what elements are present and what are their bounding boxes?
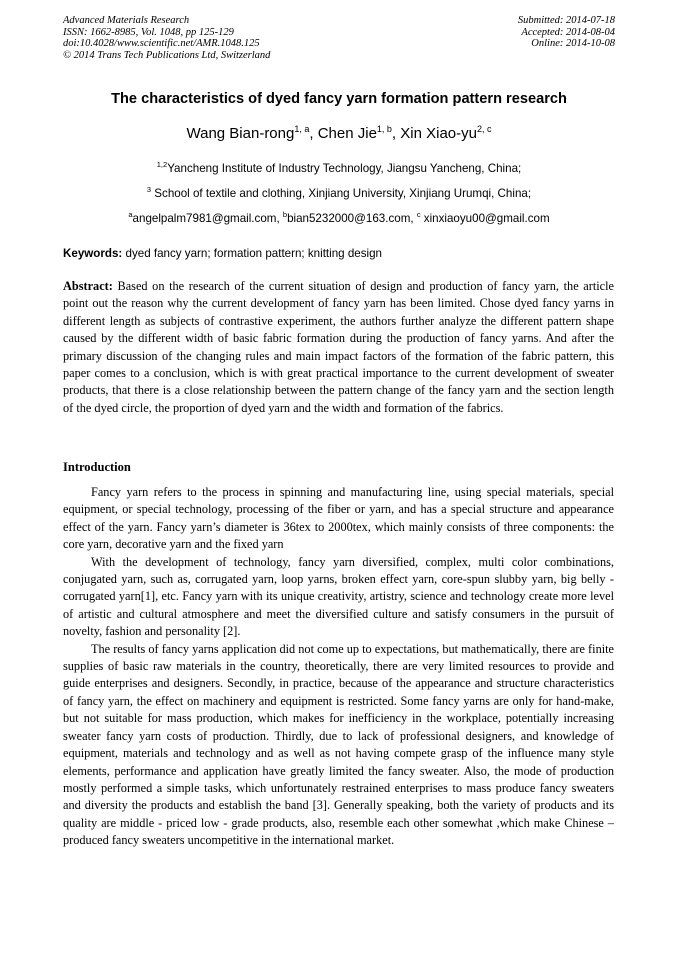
affiliation-2 <box>0 185 678 200</box>
keywords <box>63 247 616 260</box>
introduction-body <box>63 484 614 850</box>
paragraph: Fancy yarn refers to the process in spinning and manufacturing line, using special materials, special equipment, or special technology, processing of the fiber or yarn, and has a special structure and appearance effect of the yarn. Fancy yarn’s diameter is 36tex to 2000tex, which mainly consists of three components: the core yarn, decorative yarn and the fixed yarn <box>63 485 614 552</box>
author-affiliation-mark: 1, a <box>294 124 310 134</box>
affiliation-text: School of textile and clothing, Xinjiang University, Xinjiang Urumqi, China; <box>151 186 532 200</box>
email-link[interactable]: bian5232000@163.com <box>287 211 411 225</box>
paragraph: The results of fancy yarns application did not come up to expectations, but mathematically, there are finite supplies of basic raw materials in the country, theoretically, there are very limited resources to provide and guide enterprises and designers. Secondly, in practice, because of the appearance and structure characteristics of fancy yarn, the effect on machinery and equipment is restricted. Some fancy yarns are only for hand-make, but not suitable for mass production, which makes for inefficiency in the workplace, potentially increasing sweater fancy yarn costs of production. Thirdly, due to lack of professional designers, and knowledge of equipment, materials and technology and as well as not having compete grasp of the influence many style elements, performance and application have greatly limited the fancy sweater. Also, the mode of production mostly performed a simple tasks, which unfortunately restrained enterprises to mass produce fancy sweaters and diversity the products and establish the band [3]. Generally speaking, both the variety of products and its quality are middle - priced low - grade products, also, resemble each other somewhat ,which make Chinese –produced fancy sweaters uncompetitive in the international market. <box>63 641 615 848</box>
affiliation-1 <box>0 160 678 175</box>
email-link[interactable]: angelpalm7981@gmail.com <box>132 211 277 225</box>
email-separator: , <box>276 211 283 225</box>
email-separator: , <box>410 211 417 225</box>
abstract-label: Abstract: <box>63 279 113 293</box>
journal-doi: doi:10.4028/www.scientific.net/AMR.1048.125 <box>63 38 260 50</box>
author-emails <box>0 210 678 225</box>
accepted-date: Accepted: 2014-08-04 <box>521 26 615 38</box>
author-name: Chen Jie <box>317 125 377 142</box>
affiliation-mark: 1,2 <box>156 160 168 169</box>
abstract <box>63 278 614 417</box>
keywords-text: dyed fancy yarn; formation pattern; knitting design <box>122 247 382 260</box>
email-mark: b <box>282 210 288 219</box>
section-heading-introduction: Introduction <box>63 460 131 474</box>
paper-title: The characteristics of dyed fancy yarn formation pattern research <box>111 91 567 107</box>
author-name: Wang Bian-rong <box>186 125 295 142</box>
submission-dates <box>518 15 615 50</box>
email-mark: c <box>416 210 421 219</box>
affiliation-mark: 3 <box>146 185 152 194</box>
email-link[interactable]: xinxiaoyu00@gmail.com <box>420 211 550 225</box>
journal-copyright: © 2014 Trans Tech Publications Ltd, Switzerland <box>63 49 271 61</box>
author-separator: , <box>391 125 401 142</box>
paragraph: With the development of technology, fancy yarn diversified, complex, multi color combinations, conjugated yarn, such as, corrugated yarn, loop yarns, broken effect yarn, core-spun slubby yarn, big belly - corrugated yarn[1], etc. Fancy yarn with its unique creativity, artistry, science and technology create more level of artistic and cultural atmosphere and meet the diversified culture and satisfy consumers in the pursuit of novelty, fashion and personality [2]. <box>63 554 614 639</box>
affiliation-text: Yancheng Institute of Industry Technology, Jiangsu Yancheng, China; <box>167 161 522 175</box>
keywords-label: Keywords: <box>63 247 123 260</box>
abstract-text: Based on the research of the current situation of design and production of fancy yarn, the article point out the reason why the current development of fancy yarn has been limited. Chose dyed fancy yarns in different length as subjects of contrastive experiment, the authors further analyze the different pattern shape caused by the different width of basic fabric formation during the production of fancy yarns. And after the primary discussion of the changing rules and main impact factors of the formation of the fabric pattern, this paper comes to a conclusion, which is with great practical importance to the current development of sweater products, that there is a close relationship between the pattern change of the fancy yarn and the section length of the dyed circle, the proportion of dyed yarn and the width and formation of the fabrics. <box>63 279 614 415</box>
email-mark: a <box>128 210 133 219</box>
author-name: Xin Xiao-yu <box>400 125 477 142</box>
online-date: Online: 2014-10-08 <box>531 38 615 50</box>
journal-info <box>63 15 270 61</box>
author-affiliation-mark: 2, c <box>476 124 492 134</box>
submitted-date: Submitted: 2014-07-18 <box>517 15 615 26</box>
journal-issn: ISSN: 1662-8985, Vol. 1048, pp 125-129 <box>63 26 234 38</box>
author-separator: , <box>309 125 318 142</box>
author-list <box>0 124 678 142</box>
author-affiliation-mark: 1, b <box>376 124 392 134</box>
journal-name: Advanced Materials Research <box>63 15 190 26</box>
